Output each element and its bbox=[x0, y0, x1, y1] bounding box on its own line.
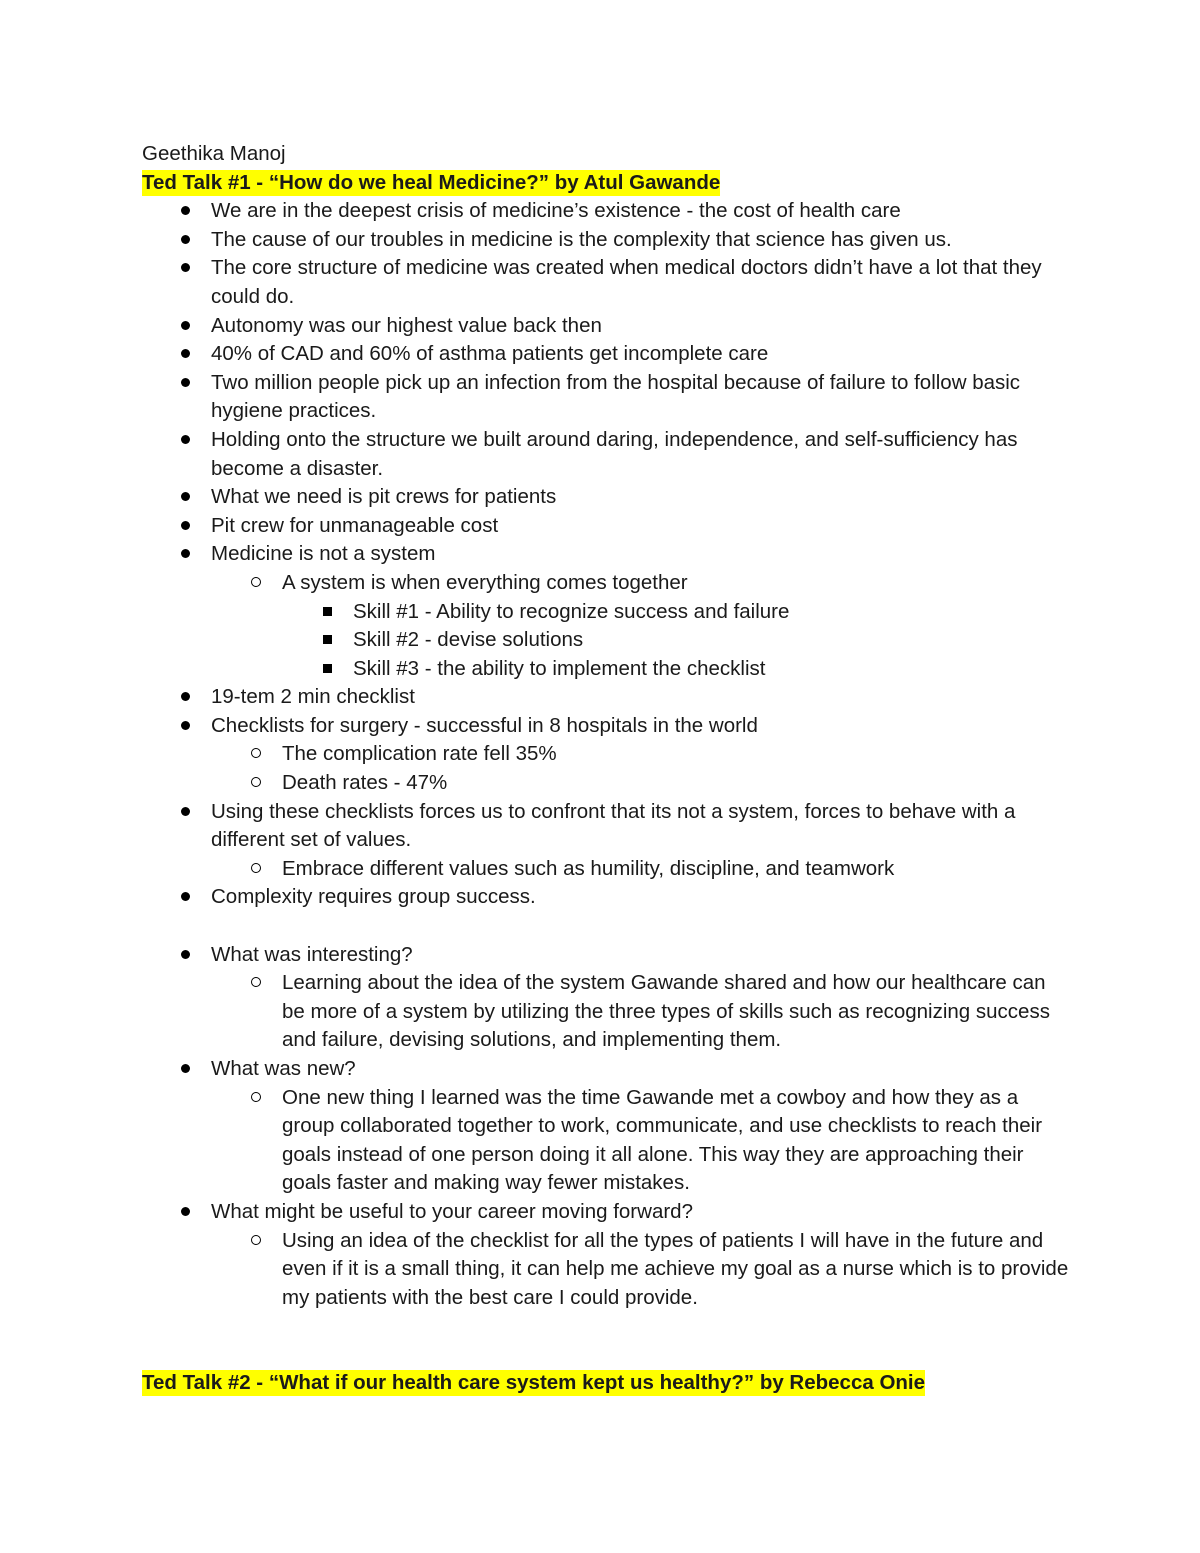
list-item-text: Learning about the idea of the system Gawande shared and how our healthcare can be more of a system by utilizing the three types of skills such as recognizing success and failure, devising solutions, and implementing them. bbox=[282, 971, 1050, 1052]
bullet-circle-icon bbox=[246, 1084, 266, 1113]
list-item-text: Skill #3 - the ability to implement the checklist bbox=[353, 656, 766, 680]
bullet-circle-icon bbox=[246, 569, 266, 598]
list-item-text: The complication rate fell 35% bbox=[282, 742, 557, 766]
blank-line bbox=[142, 912, 1072, 941]
values-sublist bbox=[142, 855, 1072, 884]
list-item bbox=[142, 226, 1072, 255]
list-item-text: Embrace different values such as humility, discipline, and teamwork bbox=[282, 856, 895, 880]
list-item-text: Holding onto the structure we built around daring, independence, and self-sufficiency has become a disaster. bbox=[211, 427, 1018, 480]
list-item bbox=[142, 626, 1072, 655]
list-item-text: Death rates - 47% bbox=[282, 771, 448, 795]
list-item-text: What was new? bbox=[211, 1057, 356, 1080]
list-item bbox=[142, 512, 1072, 541]
reflection-sublist bbox=[142, 1227, 1072, 1313]
list-item bbox=[142, 712, 1072, 741]
bullet-dot-icon bbox=[175, 683, 195, 712]
bullet-square-icon bbox=[317, 598, 337, 627]
bullet-dot-icon bbox=[175, 340, 195, 369]
list-item-text: The core structure of medicine was created when medical doctors didn’t have a lot that they could do. bbox=[211, 256, 1042, 308]
list-item bbox=[142, 340, 1072, 369]
list-item bbox=[142, 655, 1072, 684]
blank-lines bbox=[142, 1312, 1072, 1369]
bullet-dot-icon bbox=[175, 1198, 195, 1227]
talk2-heading bbox=[142, 1369, 1072, 1398]
bullet-dot-icon bbox=[175, 483, 195, 512]
list-item-text: What might be useful to your career moving forward? bbox=[211, 1199, 693, 1223]
document-page bbox=[142, 140, 1072, 1398]
list-item-text: A system is when everything comes together bbox=[282, 570, 688, 594]
list-item bbox=[142, 740, 1072, 769]
reflection-list bbox=[142, 1198, 1072, 1227]
list-item bbox=[142, 569, 1072, 598]
list-item bbox=[142, 483, 1072, 512]
list-item-text: Skill #2 - devise solutions bbox=[353, 628, 584, 652]
system-sublist bbox=[142, 569, 1072, 598]
list-item-text: Using these checklists forces us to confront that its not a system, forces to behave with a different set of values. bbox=[211, 799, 1016, 852]
list-item bbox=[142, 312, 1072, 341]
surgery-sublist bbox=[142, 740, 1072, 797]
list-item-text: Medicine is not a system bbox=[211, 542, 436, 566]
list-item bbox=[142, 598, 1072, 627]
list-item-text: Autonomy was our highest value back then bbox=[211, 313, 602, 337]
skills-sublist bbox=[142, 598, 1072, 684]
list-item-text: What was interesting? bbox=[211, 942, 413, 966]
list-item bbox=[142, 426, 1072, 483]
list-item bbox=[142, 683, 1072, 712]
list-item-text: 19-tem 2 min checklist bbox=[211, 685, 415, 709]
list-item bbox=[142, 798, 1072, 855]
list-item bbox=[142, 1055, 1072, 1084]
talk2-title: Ted Talk #2 - “What if our health care system kept us healthy?” by Rebecca Onie bbox=[142, 1371, 926, 1395]
list-item bbox=[142, 1227, 1072, 1313]
list-item-text: One new thing I learned was the time Gawande met a cowboy and how they as a group collaborated together to work, communicate, and use checklists to reach their goals instead of one person doing it all alone. This way they are approaching their goals faster and making way fewer mistakes. bbox=[282, 1085, 1043, 1195]
list-item bbox=[142, 369, 1072, 426]
list-item bbox=[142, 883, 1072, 912]
bullet-circle-icon bbox=[246, 969, 266, 998]
reflection-list bbox=[142, 941, 1072, 970]
talk1-notes-list bbox=[142, 197, 1072, 569]
bullet-dot-icon bbox=[175, 197, 195, 226]
list-item-text: We are in the deepest crisis of medicine’s existence - the cost of health care bbox=[211, 199, 901, 223]
list-item-text: Pit crew for unmanageable cost bbox=[211, 513, 499, 537]
list-item bbox=[142, 769, 1072, 798]
bullet-square-icon bbox=[317, 626, 337, 655]
reflection-sublist bbox=[142, 969, 1072, 1055]
list-item-text: The cause of our troubles in medicine is the complexity that science has given us. bbox=[211, 227, 952, 251]
talk1-notes-list-cont3 bbox=[142, 883, 1072, 912]
list-item bbox=[142, 197, 1072, 226]
list-item-text: Checklists for surgery - successful in 8 hospitals in the world bbox=[211, 713, 758, 737]
talk1-title: Ted Talk #1 - “How do we heal Medicine?” by Atul Gawande bbox=[142, 170, 721, 194]
list-item bbox=[142, 941, 1072, 970]
list-item-text: Using an idea of the checklist for all the types of patients I will have in the future and even if it is a small thing, it can help me achieve my goal as a nurse which is to provide my patients with the best care I could provide. bbox=[282, 1228, 1069, 1309]
bullet-dot-icon bbox=[175, 798, 195, 827]
bullet-dot-icon bbox=[175, 883, 195, 912]
bullet-dot-icon bbox=[175, 254, 195, 283]
list-item bbox=[142, 969, 1072, 1055]
bullet-dot-icon bbox=[175, 369, 195, 398]
list-item-text: What we need is pit crews for patients bbox=[211, 485, 557, 509]
bullet-dot-icon bbox=[175, 1055, 195, 1084]
bullet-circle-icon bbox=[246, 740, 266, 769]
reflection-sublist bbox=[142, 1084, 1072, 1198]
bullet-dot-icon bbox=[175, 312, 195, 341]
bullet-square-icon bbox=[317, 655, 337, 684]
talk1-heading bbox=[142, 169, 1072, 198]
bullet-dot-icon bbox=[175, 512, 195, 541]
talk1-notes-list-cont2 bbox=[142, 798, 1072, 855]
list-item-text: Complexity requires group success. bbox=[211, 885, 536, 909]
list-item bbox=[142, 1198, 1072, 1227]
list-item bbox=[142, 540, 1072, 569]
list-item bbox=[142, 855, 1072, 884]
list-item-text: Skill #1 - Ability to recognize success and failure bbox=[353, 599, 790, 623]
list-item-text: Two million people pick up an infection from the hospital because of failure to follow basic hygiene practices. bbox=[211, 370, 1021, 423]
bullet-dot-icon bbox=[175, 540, 195, 569]
list-item-text: 40% of CAD and 60% of asthma patients get incomplete care bbox=[211, 342, 769, 366]
bullet-dot-icon bbox=[175, 226, 195, 255]
talk1-notes-list-cont bbox=[142, 683, 1072, 740]
author-name: Geethika Manoj bbox=[142, 142, 286, 165]
bullet-circle-icon bbox=[246, 855, 266, 884]
bullet-circle-icon bbox=[246, 769, 266, 798]
bullet-circle-icon bbox=[246, 1227, 266, 1256]
bullet-dot-icon bbox=[175, 941, 195, 970]
list-item bbox=[142, 1084, 1072, 1198]
bullet-dot-icon bbox=[175, 712, 195, 741]
list-item bbox=[142, 254, 1072, 311]
reflection-list bbox=[142, 1055, 1072, 1084]
bullet-dot-icon bbox=[175, 426, 195, 455]
